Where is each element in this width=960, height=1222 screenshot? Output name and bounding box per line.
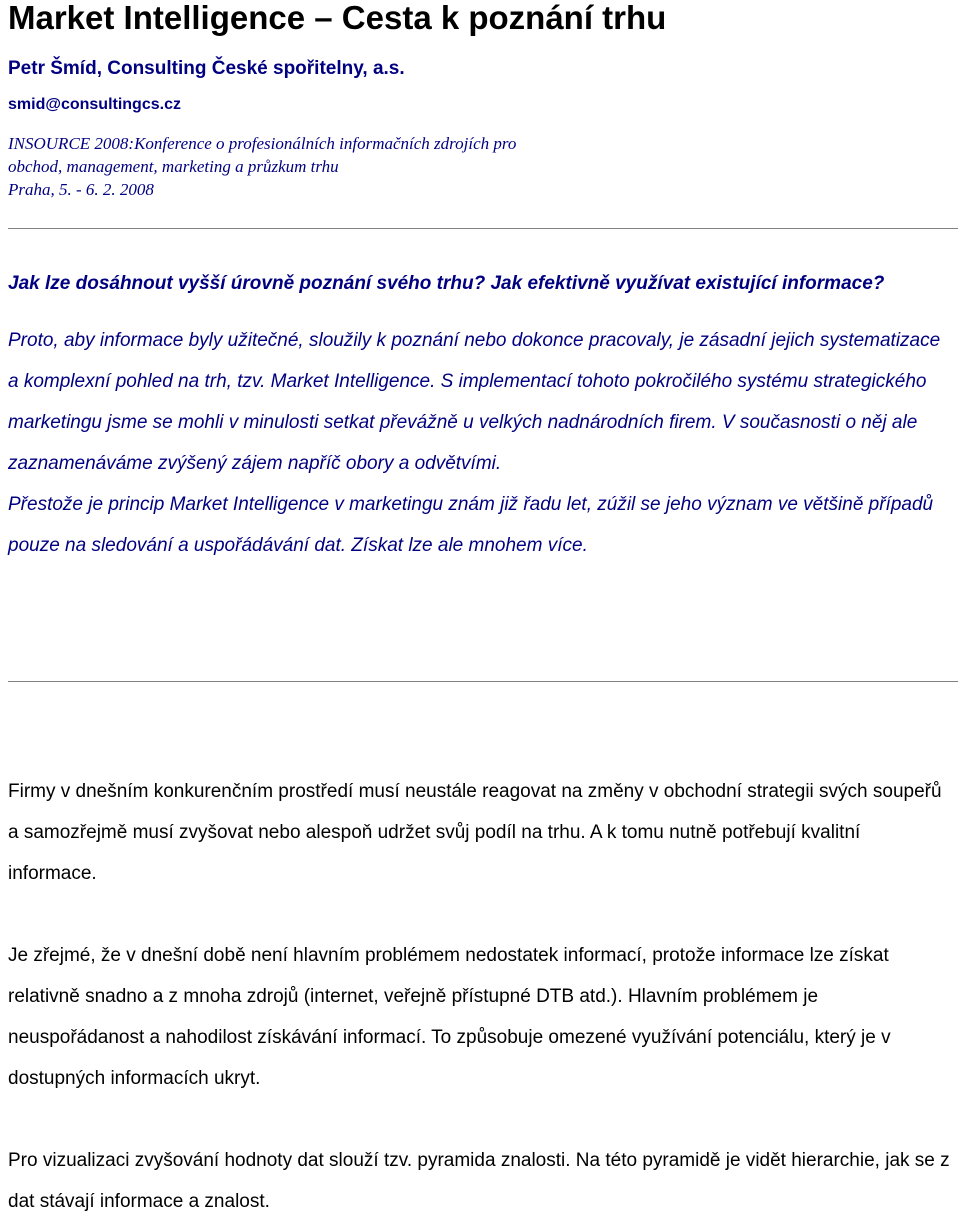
page-title: Market Intelligence – Cesta k poznání trhu <box>8 0 667 36</box>
body-paragraph: Firmy v dnešním konkurenčním prostředí musí neustále reagovat na změny v obchodní strategii svých soupeřů a samozřejmě musí zvyšovat nebo alespoň udržet svůj podíl na trhu. A k tomu nutně potřebují kvalitní informace. <box>8 781 942 884</box>
conference-info <box>8 132 708 201</box>
author-line: Petr Šmíd, Consulting České spořitelny, a.s. <box>8 58 405 79</box>
conference-line: obchod, management, marketing a průzkum trhu <box>8 157 339 176</box>
lead-paragraph: Proto, aby informace byly užitečné, sloužily k poznání nebo dokonce pracovaly, je zásadní jejich systematizace a komplexní pohled na trh, tzv. Market Intelligence. S implementací tohoto pokročilého systému strategického marketingu jsme se mohli v minulosti setkat převážně u velkých nadnárodních firem. V současnosti o něj ale zaznamenáváme zvýšený zájem napříč obory a odvětvími. <box>8 330 941 474</box>
conference-line: INSOURCE 2008:Konference o profesionálních informačních zdrojích pro <box>8 134 517 153</box>
divider <box>8 228 958 229</box>
lead-paragraph: Přestože je princip Market Intelligence v marketingu znám již řadu let, zúžil se jeho význam ve většině případů pouze na sledování a uspořádávání dat. Získat lze ale mnohem více. <box>8 494 934 556</box>
lead-section <box>8 320 953 566</box>
author-email: smid@consultingcs.cz <box>8 96 181 113</box>
lead-question: Jak lze dosáhnout vyšší úrovně poznání svého trhu? Jak efektivně využívat existující informace? <box>8 273 885 294</box>
conference-date: Praha, 5. - 6. 2. 2008 <box>8 180 154 199</box>
body-paragraph: Pro vizualizaci zvyšování hodnoty dat slouží tzv. pyramida znalosti. Na této pyramidě je vidět hierarchie, jak se z dat stávají informace a znalost. <box>8 1150 950 1212</box>
body-paragraph: Je zřejmé, že v dnešní době není hlavním problémem nedostatek informací, protože informace lze získat relativně snadno a z mnoha zdrojů (internet, veřejně přístupné DTB atd.). Hlavním problémem je neuspořádanost a nahodilost získávání informací. To způsobuje omezené využívání potenciálu, který je v dostupných informacích ukryt. <box>8 945 891 1089</box>
divider <box>8 681 958 682</box>
